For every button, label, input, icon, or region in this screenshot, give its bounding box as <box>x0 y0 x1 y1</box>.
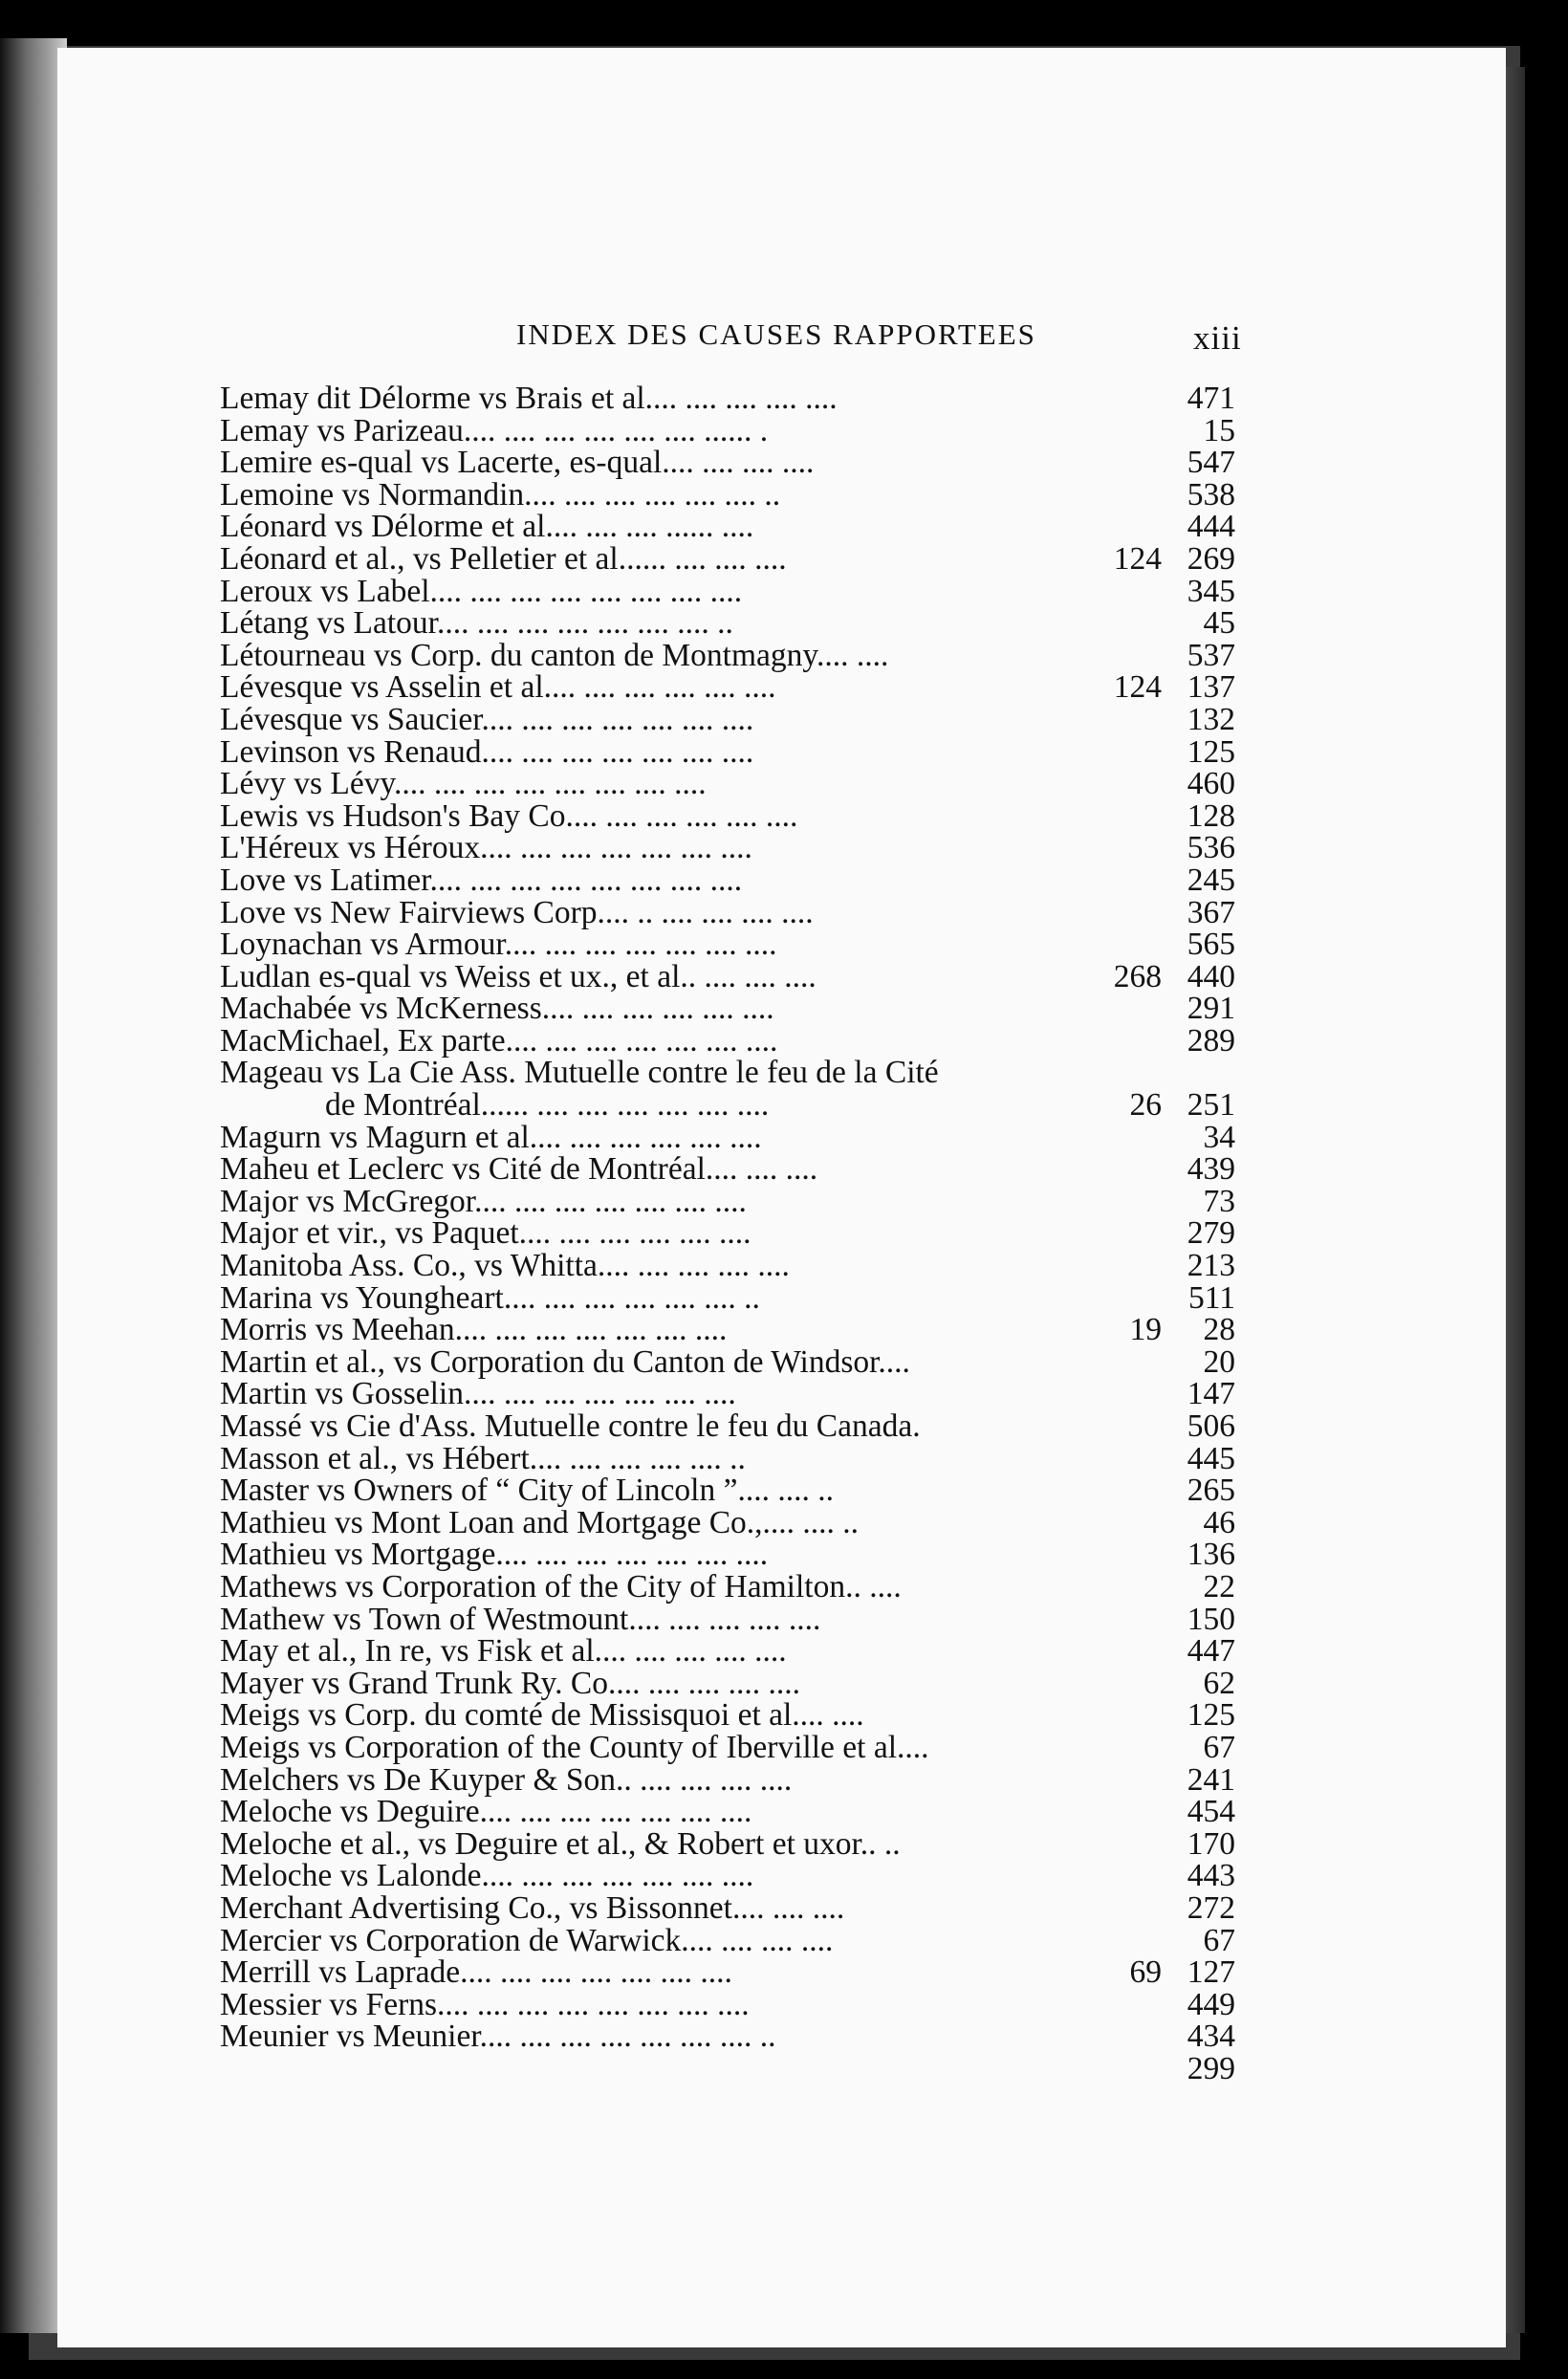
page-number: 279 <box>1187 1215 1235 1252</box>
page-number: 536 <box>1187 830 1235 866</box>
pinpoint-page: 268 <box>1113 958 1162 994</box>
page-number: 506 <box>1187 1408 1235 1444</box>
case-title: Lévy vs Lévy.... .... .... .... .... .... .... .... <box>220 766 707 802</box>
index-entry <box>220 1601 1252 1637</box>
case-title: Meloche vs Deguire.... .... .... .... .... .... .... <box>220 1794 752 1830</box>
case-title: Meloche vs Lalonde.... .... .... .... .... .... .... <box>220 1858 754 1894</box>
index-entry <box>220 928 1252 961</box>
index-entry <box>220 1761 1252 1798</box>
page-number: 62 <box>1203 1665 1235 1701</box>
page-number: 170 <box>1187 1825 1235 1862</box>
case-title: Maheu et Leclerc vs Cité de Montréal.... .... .... <box>220 1151 818 1188</box>
case-title: Lewis vs Hudson's Bay Co.... .... .... .... .... .... <box>220 797 798 834</box>
index-entry <box>220 1153 1252 1186</box>
page-number: 34 <box>1203 1119 1235 1155</box>
case-title: Léonard vs Délorme et al.... .... .... ...... .... <box>220 509 754 545</box>
page-number: 454 <box>1187 1794 1235 1830</box>
index-entry <box>220 511 1252 543</box>
page-number: 20 <box>1203 1343 1235 1380</box>
case-title: Merchant Advertising Co., vs Bissonnet.... .... .... <box>220 1889 845 1926</box>
case-title: Mathews vs Corporation of the City of Hamilton.. .... <box>220 1568 902 1604</box>
index-entry <box>220 1378 1252 1410</box>
page-number: 272 <box>1187 1889 1235 1926</box>
page-number: 125 <box>1187 733 1235 770</box>
pinpoint-page: 26 <box>1129 1087 1162 1124</box>
case-title: Massé vs Cie d'Ass. Mutuelle contre le feu du Canada. <box>220 1408 921 1444</box>
index-entry <box>220 958 1252 994</box>
page-number: 73 <box>1203 1183 1235 1219</box>
case-title: Marina vs Youngheart.... .... .... .... .... .... .. <box>220 1279 760 1316</box>
page-number: 15 <box>1203 412 1235 448</box>
pinpoint-page: 124 <box>1113 669 1162 706</box>
index-entry <box>220 1860 1252 1892</box>
page-number: 471 <box>1187 381 1235 416</box>
index-entry <box>220 671 1252 704</box>
index-entry <box>220 447 1252 479</box>
case-title: Lévesque vs Saucier.... .... .... .... .... .... .... <box>220 701 754 737</box>
index-entry <box>220 832 1252 864</box>
page-number: 67 <box>1203 1922 1235 1958</box>
case-title: Love vs New Fairviews Corp.... .. .... .... .... .... <box>220 894 814 930</box>
case-title: Loynachan vs Armour.... .... .... .... .... .... .... <box>220 927 777 963</box>
page-number: 127 <box>1187 1954 1235 1991</box>
index-entry <box>220 1055 1252 1124</box>
index-entry <box>220 1635 1252 1668</box>
case-title: Létang vs Latour.... .... .... .... .... .... .... .. <box>220 605 733 642</box>
index-entry <box>220 1504 1252 1540</box>
page-folio: xiii <box>1193 319 1242 357</box>
page-number: 547 <box>1187 445 1235 481</box>
case-title: Meunier vs Meunier.... .... .... .... .... .... .... .. <box>220 2019 776 2055</box>
case-title: Létourneau vs Corp. du canton de Montmagny.... .... <box>220 637 889 673</box>
index-entry <box>220 607 1252 640</box>
page-number: 443 <box>1187 1858 1235 1894</box>
page-number: 137 <box>1187 669 1235 706</box>
page-number: 444 <box>1187 509 1235 545</box>
index-entry <box>220 412 1252 448</box>
case-title: Machabée vs McKerness.... .... .... .... .... .... <box>220 991 774 1027</box>
page-number: 128 <box>1187 797 1235 834</box>
index-entry <box>220 1440 1252 1476</box>
case-title: Mayer vs Grand Trunk Ry. Co.... .... .... .... .... <box>220 1665 800 1701</box>
index-entry <box>220 1279 1252 1316</box>
page-number: 136 <box>1187 1537 1235 1573</box>
index-entry <box>220 993 1252 1025</box>
case-title: Mathieu vs Mortgage.... .... .... .... .... .... .... <box>220 1537 769 1573</box>
index-entry <box>220 1022 1252 1059</box>
index-entry <box>220 1986 1252 2022</box>
page-number: 565 <box>1187 927 1235 963</box>
case-title: Martin et al., vs Corporation du Canton de Windsor.... <box>220 1343 910 1380</box>
case-title: L'Héreux vs Héroux.... .... .... .... .... .... .... <box>220 830 752 866</box>
case-title: Masson et al., vs Hébert.... .... .... .... .... .. <box>220 1440 746 1476</box>
index-entry <box>220 1474 1252 1507</box>
page-number: 345 <box>1187 573 1235 609</box>
index-entry <box>220 1343 1252 1380</box>
page-number: 67 <box>1203 1729 1235 1765</box>
page-number: 460 <box>1187 766 1235 802</box>
case-title: Manitoba Ass. Co., vs Whitta.... .... .... .... .... <box>220 1248 790 1284</box>
index-entry <box>220 864 1252 897</box>
case-title: Mageau vs La Cie Ass. Mutuelle contre le feu de la Cité <box>220 1055 939 1091</box>
index-entry <box>220 733 1252 770</box>
case-title: MacMichael, Ex parte.... .... .... .... .... .... .... <box>220 1022 778 1059</box>
case-title: Melchers vs De Kuyper & Son.. .... .... .... .... <box>220 1761 793 1798</box>
case-title: Meloche et al., vs Deguire et al., & Robert et uxor.. .. <box>220 1825 901 1862</box>
index-entry <box>220 1410 1252 1443</box>
index-entries <box>220 382 1252 2084</box>
page-number: 125 <box>1187 1697 1235 1734</box>
case-title: Lemoine vs Normandin.... .... .... .... .... .... .. <box>220 476 781 513</box>
page-number: 22 <box>1203 1568 1235 1604</box>
page-number: 511 <box>1187 1279 1235 1316</box>
page-number: 289 <box>1187 1022 1235 1059</box>
page-number: 449 <box>1187 1986 1235 2022</box>
page-number: 367 <box>1187 894 1235 930</box>
case-title: Master vs Owners of “ City of Lincoln ”.... .... .. <box>220 1473 834 1509</box>
case-title: Martin vs Gosselin.... .... .... .... .... .... .... <box>220 1376 736 1412</box>
page-number: 447 <box>1187 1633 1235 1670</box>
page-number: 537 <box>1187 637 1235 673</box>
index-entry <box>220 382 1252 415</box>
index-entry <box>220 1699 1252 1732</box>
case-title: Mathieu vs Mont Loan and Mortgage Co.,.... .... .. <box>220 1504 860 1540</box>
case-title: Major vs McGregor.... .... .... .... .... .... .... <box>220 1183 747 1219</box>
page-number: 150 <box>1187 1601 1235 1637</box>
page-number: 46 <box>1203 1504 1235 1540</box>
case-title: Lévesque vs Asselin et al.... .... .... .... .... .... <box>220 669 776 706</box>
page-number: 241 <box>1187 1761 1235 1798</box>
pinpoint-page: 124 <box>1113 540 1162 577</box>
index-entry <box>220 1568 1252 1604</box>
page-number: 147 <box>1187 1376 1235 1412</box>
case-title: Magurn vs Magurn et al.... .... .... .... .... .... <box>220 1119 762 1155</box>
case-title: Major et vir., vs Paquet.... .... .... .... .... .... <box>220 1215 751 1252</box>
index-entry <box>220 1314 1252 1346</box>
page-number: 28 <box>1203 1312 1235 1348</box>
index-entry <box>220 637 1252 673</box>
page-number: 269 <box>1187 540 1235 577</box>
index-entry <box>220 1922 1252 1958</box>
index-entry <box>220 1665 1252 1701</box>
index-entry <box>220 1250 1252 1282</box>
case-title: Ludlan es-qual vs Weiss et ux., et al.. .... .... .... <box>220 958 817 994</box>
pinpoint-page: 19 <box>1129 1312 1162 1348</box>
index-entry <box>220 1889 1252 1926</box>
index-entry <box>220 1539 1252 1571</box>
page-number: 45 <box>1203 605 1235 642</box>
page-number: 251 <box>1187 1087 1235 1124</box>
running-title: INDEX DES CAUSES RAPPORTEES <box>516 317 1036 351</box>
index-entry <box>220 768 1252 800</box>
page-number: 299 <box>1187 2050 1235 2086</box>
index-entry <box>220 573 1252 609</box>
index-entry <box>220 1217 1252 1250</box>
index-entry <box>220 1183 1252 1219</box>
case-title: Meigs vs Corp. du comté de Missisquoi et al.... .... <box>220 1697 864 1734</box>
index-entry <box>220 1796 1252 1828</box>
page-number: 434 <box>1187 2019 1235 2055</box>
page-number: 538 <box>1187 476 1235 513</box>
pinpoint-page: 69 <box>1129 1954 1162 1991</box>
case-title: Mathew vs Town of Westmount.... .... .... .... .... <box>220 1601 821 1637</box>
case-title: Mercier vs Corporation de Warwick.... .... .... .... <box>220 1922 834 1958</box>
index-entry <box>220 1956 1252 1989</box>
page-number: 291 <box>1187 991 1235 1027</box>
case-title: May et al., In re, vs Fisk et al.... .... .... .... .... <box>220 1633 787 1670</box>
case-title: Lemay vs Parizeau.... .... .... .... .... .... ...... . <box>220 412 769 448</box>
case-title: Messier vs Ferns.... .... .... .... .... .... .... .... <box>220 1986 750 2022</box>
case-title-continued: de Montréal...... .... .... .... .... .... .... <box>325 1087 770 1124</box>
index-entry <box>220 894 1252 930</box>
case-title: Morris vs Meehan.... .... .... .... .... .... .... <box>220 1312 728 1348</box>
page-number: 213 <box>1187 1248 1235 1284</box>
case-title: Levinson vs Renaud.... .... .... .... .... .... .... <box>220 733 754 770</box>
index-entry <box>220 701 1252 737</box>
index-entry <box>220 1729 1252 1765</box>
index-entry <box>220 2020 1252 2053</box>
index-entry <box>220 1825 1252 1862</box>
case-title: Léonard et al., vs Pelletier et al...... .... .... .... <box>220 540 787 577</box>
index-entry <box>220 540 1252 577</box>
case-title: Lemire es-qual vs Lacerte, es-qual.... .... .... .... <box>220 445 815 481</box>
case-title: Lemay dit Délorme vs Brais et al.... .... .... .... .... <box>220 381 838 416</box>
case-title: Merrill vs Laprade.... .... .... .... .... .... .... <box>220 1954 732 1991</box>
page-number: 445 <box>1187 1440 1235 1476</box>
index-entry <box>220 476 1252 513</box>
case-title: Love vs Latimer.... .... .... .... .... .... .... .... <box>220 862 743 898</box>
page-number: 439 <box>1187 1151 1235 1188</box>
case-title: Leroux vs Label.... .... .... .... .... .... .... .... <box>220 573 743 609</box>
page-number: 245 <box>1187 862 1235 898</box>
page-number: 440 <box>1187 958 1235 994</box>
index-entry-trailing <box>220 2050 1252 2086</box>
page-number: 132 <box>1187 701 1235 737</box>
page-number: 265 <box>1187 1473 1235 1509</box>
case-title: Meigs vs Corporation of the County of Iberville et al.... <box>220 1729 929 1765</box>
index-entry <box>220 1119 1252 1155</box>
index-entry <box>220 797 1252 834</box>
